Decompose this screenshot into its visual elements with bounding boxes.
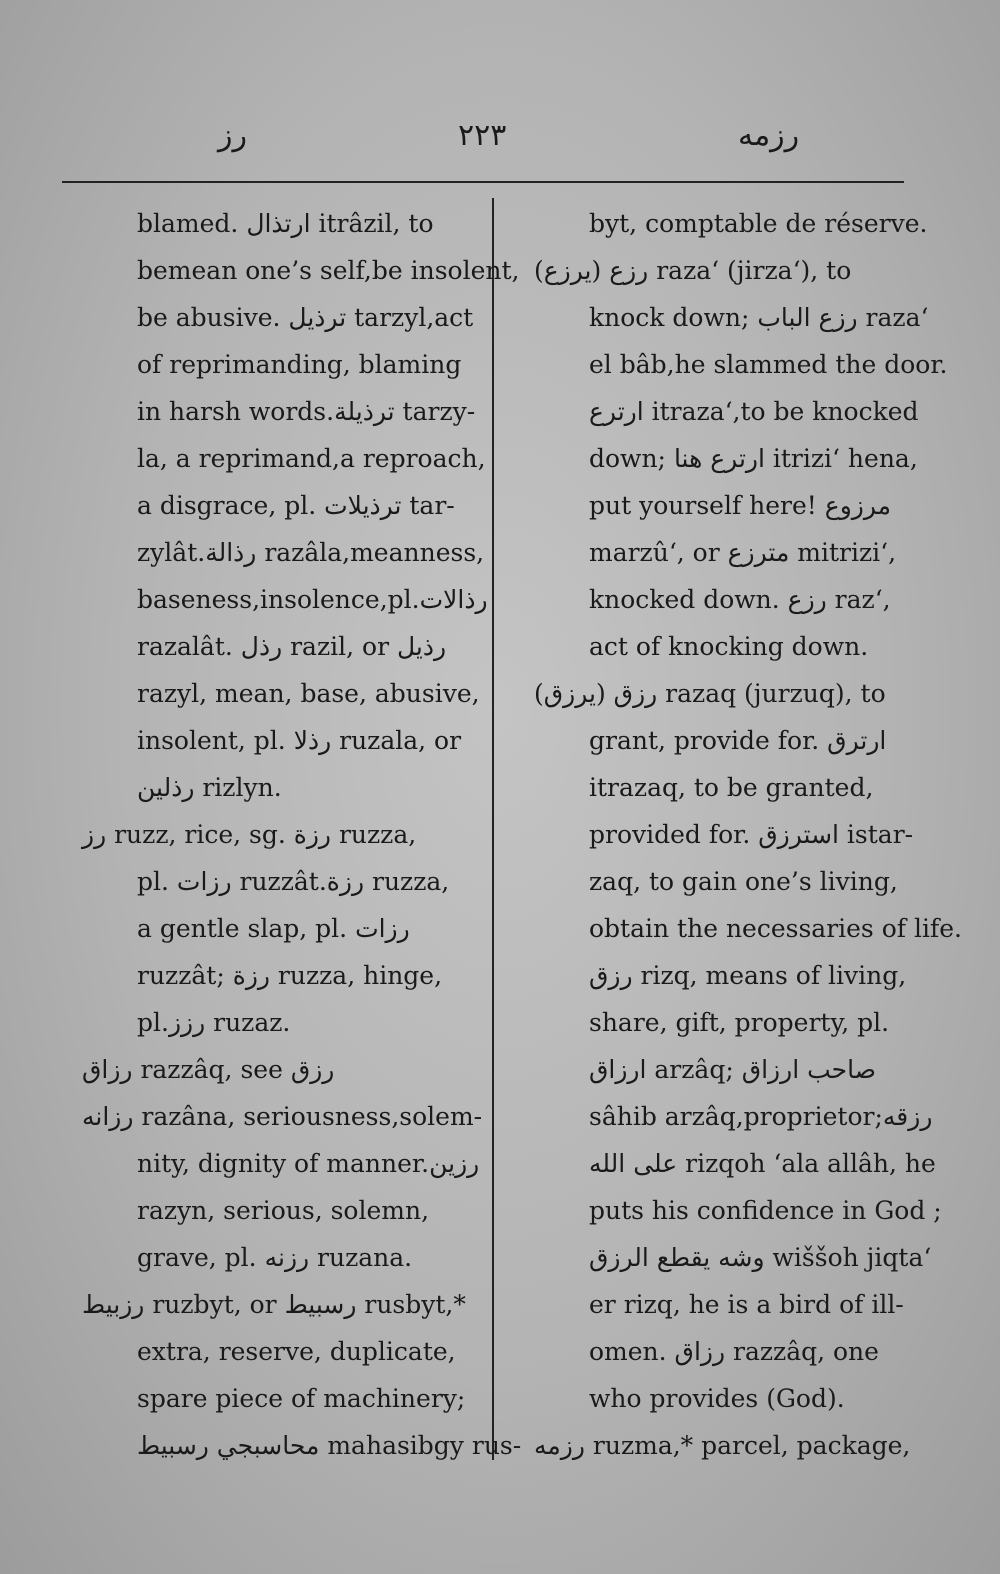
text-line: be abusive. ترذيل tarzyl,act bbox=[137, 303, 474, 332]
page-number: ۲۲۳ bbox=[458, 118, 507, 153]
text-line: محاسبجي رسبيط mahasibgy rus- bbox=[137, 1431, 522, 1460]
text-line: obtain the necessaries of life. bbox=[589, 914, 962, 943]
text-line: puts his confidence in God ; bbox=[589, 1196, 942, 1225]
text-line: رز ruzz, rice, sg. رزة ruzza, bbox=[82, 820, 417, 849]
text-line: رذلين rizlyn. bbox=[137, 773, 282, 802]
text-line: ارزاق arzâq; صاحب ارزاق bbox=[589, 1055, 876, 1084]
text-line: رزع (يرزع) raza‘ (jirza‘), to bbox=[534, 256, 852, 285]
text-line: رزانه razâna, seriousness,solem- bbox=[82, 1102, 483, 1131]
text-line: رزبيط ruzbyt, or رسبيط rusbyt,* bbox=[82, 1290, 466, 1319]
text-line: el bâb,he slammed the door. bbox=[589, 350, 948, 379]
header-left-word: رز bbox=[218, 118, 247, 153]
text-line: ruzzât; رزة ruzza, hinge, bbox=[137, 961, 443, 990]
text-line: provided for. استرزق istar- bbox=[589, 820, 914, 849]
text-line: omen. رزاق razzâq, one bbox=[589, 1337, 879, 1366]
text-line: razalât. رذل razil, or رذيل bbox=[137, 632, 447, 661]
text-line: la, a reprimand,a reproach, bbox=[137, 444, 486, 473]
text-line: act of knocking down. bbox=[589, 632, 869, 661]
text-line: put yourself here! مرزوع bbox=[589, 491, 892, 520]
header-right-word: رزمه bbox=[738, 118, 800, 153]
text-line: er rizq, he is a bird of ill- bbox=[589, 1290, 904, 1319]
page-header bbox=[0, 118, 1000, 168]
text-line: knock down; رزع الباب raza‘ bbox=[589, 303, 929, 332]
right-column bbox=[534, 200, 962, 1469]
text-line: رزق rizq, means of living, bbox=[589, 961, 907, 990]
text-line: zylât.رذالة razâla,meanness, bbox=[137, 538, 485, 567]
text-line: razyl, mean, base, abusive, bbox=[137, 679, 480, 708]
text-line: grave, pl. رزنه ruzana. bbox=[137, 1243, 413, 1272]
text-line: razyn, serious, solemn, bbox=[137, 1196, 430, 1225]
text-line: رزق (يرزق) razaq (jurzuq), to bbox=[534, 679, 886, 708]
text-line: sâhib arzâq,proprietor;رزقه bbox=[589, 1102, 933, 1131]
text-line: رزمه ruzma,* parcel, package, bbox=[534, 1431, 911, 1460]
text-line: share, gift, property, pl. bbox=[589, 1008, 890, 1037]
text-line: nity, dignity of manner.رزين bbox=[137, 1149, 480, 1178]
text-line: ارترع itraza‘,to be knocked bbox=[589, 397, 919, 426]
text-line: baseness,insolence,pl.رذالات bbox=[137, 585, 488, 614]
header-rule bbox=[62, 181, 904, 183]
text-line: down; ارترع هنا itrizi‘ hena, bbox=[589, 444, 918, 473]
text-line: zaq, to gain one’s living, bbox=[589, 867, 898, 896]
text-line: grant, provide for. ارترق bbox=[589, 726, 887, 755]
text-line: knocked down. رزع raz‘, bbox=[589, 585, 891, 614]
text-line: رزاق razzâq, see رزق bbox=[82, 1055, 335, 1084]
text-line: itrazaq, to be granted, bbox=[589, 773, 874, 802]
text-line: in harsh words.ترذيلة tarzy- bbox=[137, 397, 476, 426]
text-line: marzû‘, or مترزع mitrizi‘, bbox=[589, 538, 897, 567]
text-line: bemean one’s self,be insolent, bbox=[137, 256, 520, 285]
text-line: وشه يقطع الرزق wiššoh jiqta‘ bbox=[589, 1243, 932, 1272]
text-line: pl.رزز ruzaz. bbox=[137, 1008, 291, 1037]
text-line: insolent, pl. رذلا ruzala, or bbox=[137, 726, 462, 755]
text-line: pl. رزات ruzzât.رزة ruzza, bbox=[137, 867, 450, 896]
text-line: extra, reserve, duplicate, bbox=[137, 1337, 456, 1366]
column-divider bbox=[492, 198, 494, 1460]
text-line: blamed. ارتذال itrâzil, to bbox=[137, 209, 434, 238]
text-line: spare piece of machinery; bbox=[137, 1384, 466, 1413]
text-line: who provides (God). bbox=[589, 1384, 845, 1413]
text-line: a disgrace, pl. ترذيلات tar- bbox=[137, 491, 455, 520]
text-line: of reprimanding, blaming bbox=[137, 350, 462, 379]
text-line: byt, comptable de réserve. bbox=[589, 209, 928, 238]
left-column bbox=[82, 200, 522, 1469]
text-line: على الله rizqoh ‘ala allâh, he bbox=[589, 1149, 936, 1178]
text-line: a gentle slap, pl. رزات bbox=[137, 914, 410, 943]
